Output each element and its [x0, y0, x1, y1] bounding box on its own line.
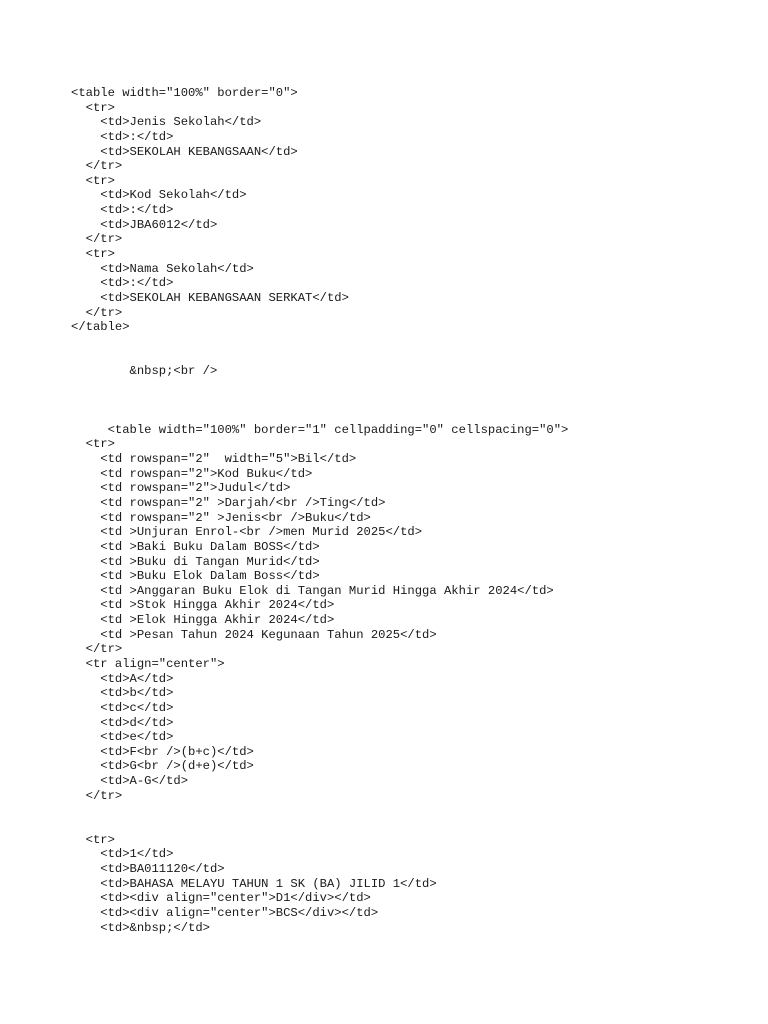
- code-line: <td >Unjuran Enrol-<br />men Murid 2025</td>: [71, 525, 423, 540]
- code-line: </tr>: [71, 788, 123, 803]
- source-code-listing: [71, 86, 568, 935]
- code-line: <tr>: [71, 437, 115, 452]
- code-line: [71, 393, 568, 408]
- code-line: <td >Anggaran Buku Elok di Tangan Murid Hingga Akhir 2024</td>: [71, 583, 554, 598]
- code-line: <td>Kod Sekolah</td>: [71, 188, 247, 203]
- code-line: [71, 818, 568, 833]
- code-line: <td rowspan="2" >Jenis<br />Buku</td>: [71, 510, 371, 525]
- code-line: </tr>: [71, 159, 123, 174]
- code-line: <tr>: [71, 247, 115, 262]
- code-line: [71, 350, 568, 365]
- code-line: <td>A</td>: [71, 671, 174, 686]
- code-line: <td >Buku di Tangan Murid</td>: [71, 554, 320, 569]
- code-line: <td>G<br />(d+e)</td>: [71, 759, 254, 774]
- code-line: </tr>: [71, 642, 123, 657]
- code-line: <td>d</td>: [71, 715, 174, 730]
- code-line: <td>F<br />(b+c)</td>: [71, 744, 254, 759]
- code-line: <td>1</td>: [71, 847, 174, 862]
- code-line: </tr>: [71, 232, 123, 247]
- code-line: <td>:</td>: [71, 129, 174, 144]
- code-line: <td>JBA6012</td>: [71, 217, 218, 232]
- code-line: <td >Stok Hingga Akhir 2024</td>: [71, 598, 335, 613]
- code-line: <td>SEKOLAH KEBANGSAAN SERKAT</td>: [71, 290, 349, 305]
- code-line: </table>: [71, 320, 130, 335]
- code-line: <tr>: [71, 173, 115, 188]
- code-line: </tr>: [71, 305, 123, 320]
- code-line: <td><div align="center">D1</div></td>: [71, 891, 371, 906]
- code-line: <td >Elok Hingga Akhir 2024</td>: [71, 613, 335, 628]
- code-line: <td>A-G</td>: [71, 774, 189, 789]
- code-line: [71, 335, 568, 350]
- code-line: <td>Jenis Sekolah</td>: [71, 115, 262, 130]
- code-line: <td rowspan="2" >Darjah/<br />Ting</td>: [71, 495, 386, 510]
- code-line: <td rowspan="2" width="5">Bil</td>: [71, 452, 357, 467]
- code-line: <td >Buku Elok Dalam Boss</td>: [71, 569, 320, 584]
- code-line: <td>BA011120</td>: [71, 861, 225, 876]
- code-line: <table width="100%" border="1" cellpadding="0" cellspacing="0">: [71, 422, 569, 437]
- code-line: <td>:</td>: [71, 276, 174, 291]
- code-line: <td>SEKOLAH KEBANGSAAN</td>: [71, 144, 298, 159]
- code-line: [71, 379, 568, 394]
- code-line: <td>c</td>: [71, 700, 174, 715]
- code-line: [71, 803, 568, 818]
- code-line: <td >Pesan Tahun 2024 Kegunaan Tahun 2025</td>: [71, 627, 437, 642]
- code-line: <td><div align="center">BCS</div></td>: [71, 905, 379, 920]
- code-line: <td >Baki Buku Dalam BOSS</td>: [71, 539, 320, 554]
- code-line: &nbsp;<br />: [71, 364, 218, 379]
- code-line: <table width="100%" border="0">: [71, 86, 298, 100]
- code-line: <tr>: [71, 100, 115, 115]
- code-line: <td>b</td>: [71, 686, 174, 701]
- code-line: <td>BAHASA MELAYU TAHUN 1 SK (BA) JILID 1</td>: [71, 876, 437, 891]
- code-line: [71, 408, 568, 423]
- code-line: <tr>: [71, 832, 115, 847]
- code-line: <td>e</td>: [71, 730, 174, 745]
- code-line: <tr align="center">: [71, 656, 225, 671]
- code-line: <td>&nbsp;</td>: [71, 920, 210, 935]
- code-line: <td>:</td>: [71, 203, 174, 218]
- code-line: <td>Nama Sekolah</td>: [71, 261, 254, 276]
- code-line: <td rowspan="2">Judul</td>: [71, 481, 291, 496]
- code-line: <td rowspan="2">Kod Buku</td>: [71, 466, 313, 481]
